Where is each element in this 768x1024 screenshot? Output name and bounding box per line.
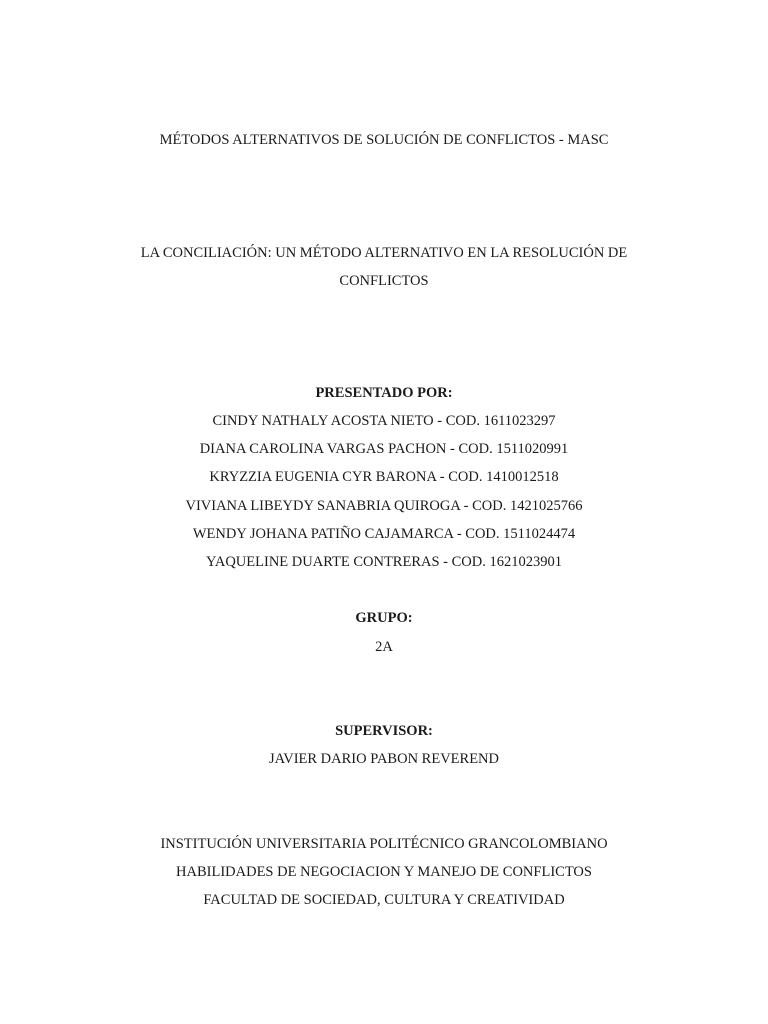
author-line: KRYZZIA EUGENIA CYR BARONA - COD. 1410012518 (209, 469, 559, 485)
author-line: VIVIANA LIBEYDY SANABRIA QUIROGA - COD. 1421025766 (185, 498, 583, 514)
presented-by-label: PRESENTADO POR: (315, 385, 453, 401)
author-line: YAQUELINE DUARTE CONTRERAS - COD. 1621023901 (206, 554, 562, 570)
document-title-line-2: CONFLICTOS (339, 273, 429, 289)
author-line: CINDY NATHALY ACOSTA NIETO - COD. 1611023297 (212, 413, 556, 429)
supervisor-name: JAVIER DARIO PABON REVEREND (268, 751, 499, 767)
author-line: WENDY JOHANA PATIÑO CAJAMARCA - COD. 1511024474 (192, 526, 576, 542)
institution-name: INSTITUCIÓN UNIVERSITARIA POLITÉCNICO GRANCOLOMBIANO (160, 836, 608, 852)
author-line: DIANA CAROLINA VARGAS PACHON - COD. 1511020991 (199, 441, 569, 457)
subject-name: HABILIDADES DE NEGOCIACION Y MANEJO DE CONFLICTOS (176, 864, 592, 880)
course-title: MÉTODOS ALTERNATIVOS DE SOLUCIÓN DE CONFLICTOS - MASC (159, 132, 609, 148)
supervisor-label: SUPERVISOR: (335, 723, 433, 739)
document-title-line-1: LA CONCILIACIÓN: UN MÉTODO ALTERNATIVO EN LA RESOLUCIÓN DE (140, 245, 628, 261)
group-label: GRUPO: (355, 610, 413, 626)
group-value: 2A (375, 639, 393, 655)
faculty-name: FACULTAD DE SOCIEDAD, CULTURA Y CREATIVIDAD (203, 892, 565, 908)
